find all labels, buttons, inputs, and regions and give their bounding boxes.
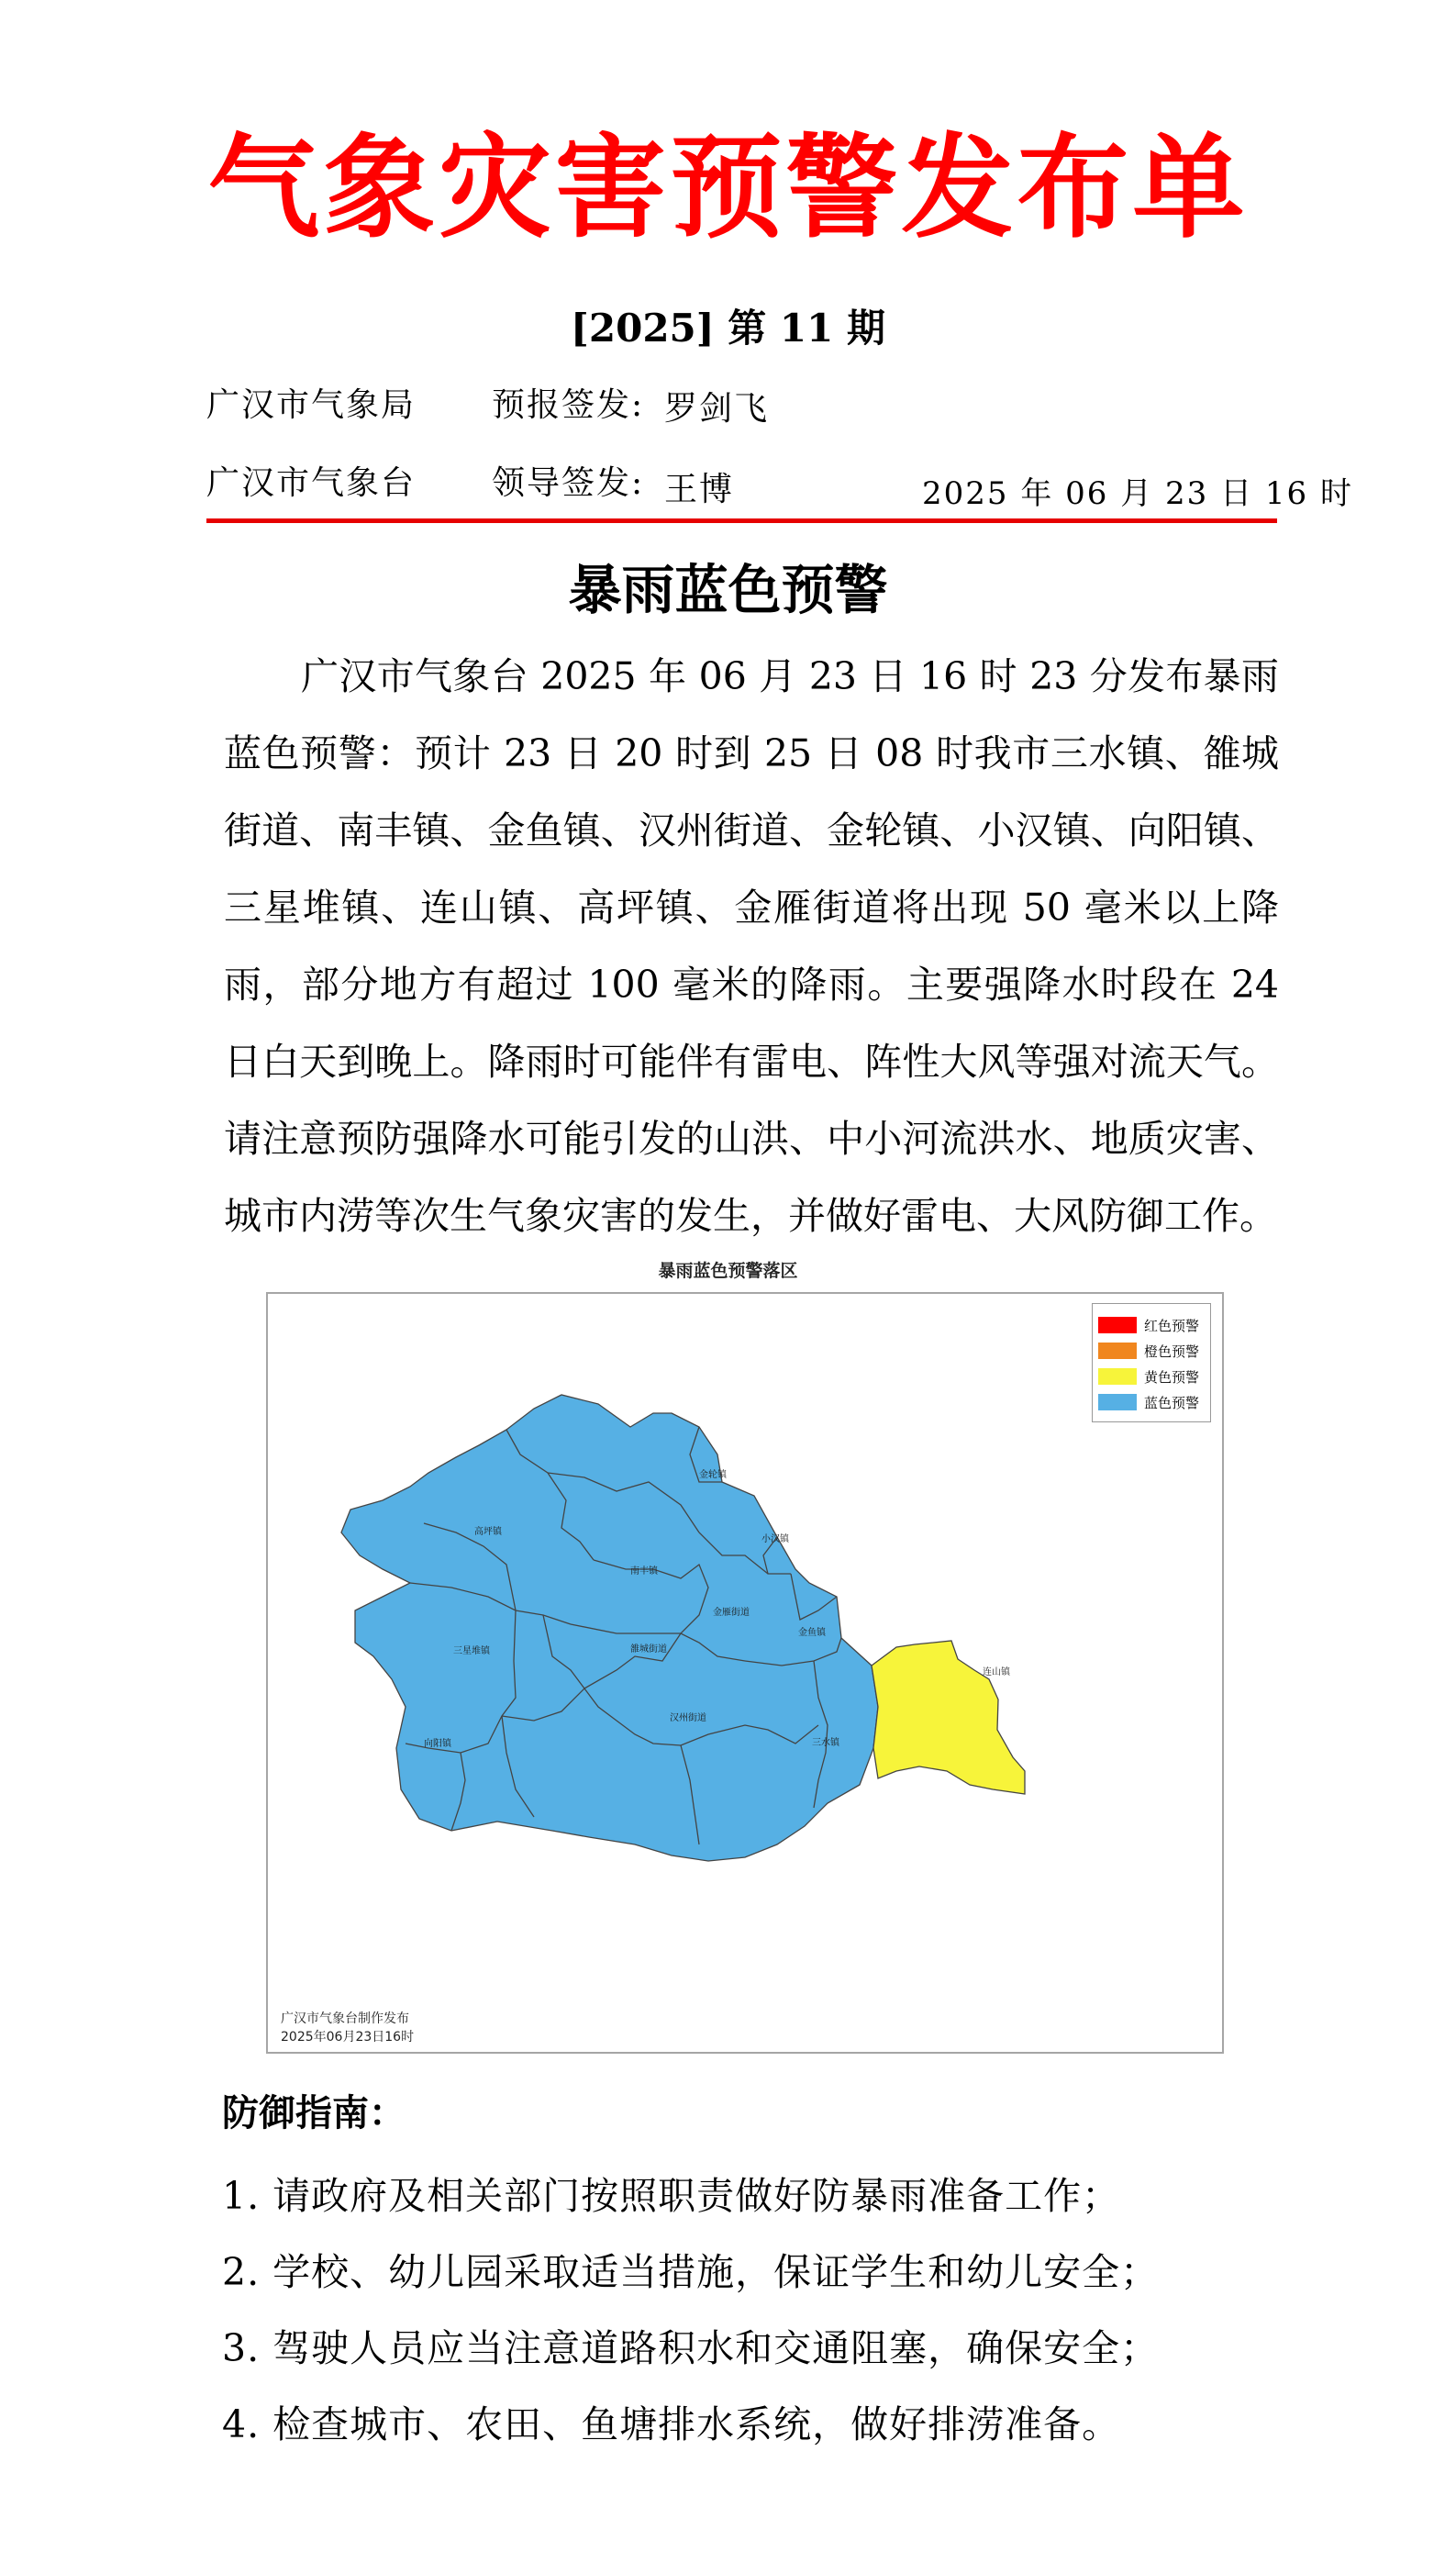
header-divider	[206, 518, 1277, 523]
map-canvas	[268, 1294, 1222, 2052]
issue-time: 2025 年 06 月 23 日 16 时	[922, 475, 1353, 512]
map-credit-publisher: 广汉市气象台制作发布	[281, 2011, 409, 2026]
town-label-sanxingdui: 三星堆镇	[453, 1646, 490, 1656]
legend-swatch-yellow	[1098, 1368, 1137, 1385]
legend-row-orange	[1098, 1341, 1199, 1361]
town-label-jinyan: 金雁街道	[713, 1608, 750, 1618]
map-credit	[281, 2010, 414, 2046]
leader-signer: 王博	[664, 471, 735, 508]
forecast-signer: 罗剑飞	[664, 390, 770, 428]
guide-item-3: 3. 驾驶人员应当注意道路积水和交通阻塞，确保安全；	[222, 2326, 1160, 2370]
map-heading: 暴雨蓝色预警落区	[658, 1261, 798, 1281]
issue-number: [2025] 第 11 期	[571, 306, 885, 351]
town-label-jinyu: 金鱼镇	[798, 1628, 826, 1638]
legend-label-yellow: 黄色预警	[1144, 1368, 1200, 1386]
town-label-sanshui: 三水镇	[812, 1738, 839, 1748]
org-station: 广汉市气象台	[206, 464, 417, 502]
legend-row-yellow	[1098, 1366, 1199, 1387]
guide-item-2: 2. 学校、幼儿园采取适当措施，保证学生和幼儿安全；	[222, 2250, 1160, 2294]
map-credit-time: 2025年06月23日16时	[281, 2030, 415, 2045]
org-bureau: 广汉市气象局	[206, 386, 417, 424]
warning-body: 广汉市气象台 2025 年 06 月 23 日 16 时 23 分发布暴雨蓝色预警：预计 23 日 20 时到 25 日 08 时我市三水镇、雒城街道、南丰镇、金鱼镇、汉州街道、金轮镇、小汉镇、向阳镇、三星堆镇、连山镇、高坪镇、金雁街道将出现 50 毫米以上降雨，部分地方有超过 100 毫米的降雨。主要强降水时段在 24 日白天到晚上。降雨时可能伴有雷电、阵性大风等强对流天气。请注意预防强降水可能引发的山洪、中小河流洪水、地质灾害、城市内涝等次生气象灾害的发生，并做好雷电、大风防御工作。	[224, 654, 1279, 1238]
town-label-luocheng: 雒城街道	[630, 1644, 667, 1655]
map-legend	[1092, 1303, 1211, 1422]
town-label-xiaohan: 小汉镇	[761, 1534, 789, 1544]
guide-item-4: 4. 检查城市、农田、鱼塘排水系统，做好排涝准备。	[222, 2402, 1121, 2446]
town-label-nanfeng: 南丰镇	[630, 1566, 658, 1577]
town-label-hanzhou: 汉州街道	[670, 1713, 706, 1723]
legend-label-orange: 橙色预警	[1144, 1343, 1200, 1360]
legend-row-blue	[1098, 1392, 1199, 1412]
main-title: 气象灾害预警发布单	[207, 123, 1249, 253]
warning-title: 暴雨蓝色预警	[568, 559, 888, 621]
legend-swatch-orange	[1098, 1343, 1137, 1359]
legend-label-red: 红色预警	[1144, 1317, 1200, 1334]
guide-item-1: 1. 请政府及相关部门按照职责做好防暴雨准备工作；	[222, 2174, 1121, 2218]
forecast-sign-label: 预报签发:	[492, 386, 645, 424]
legend-label-blue: 蓝色预警	[1144, 1394, 1200, 1411]
town-label-gaoping: 高坪镇	[474, 1527, 502, 1537]
legend-row-red	[1098, 1315, 1199, 1335]
town-label-jinlun: 金轮镇	[699, 1470, 727, 1480]
town-label-xiangyang: 向阳镇	[424, 1739, 451, 1749]
guide-title: 防御指南：	[222, 2092, 406, 2134]
legend-swatch-blue	[1098, 1394, 1137, 1410]
warning-map	[266, 1292, 1224, 2054]
yellow-warning-area	[872, 1641, 1025, 1794]
town-label-lianshan: 连山镇	[983, 1667, 1010, 1677]
legend-swatch-red	[1098, 1317, 1137, 1333]
leader-sign-label: 领导签发:	[492, 464, 645, 502]
